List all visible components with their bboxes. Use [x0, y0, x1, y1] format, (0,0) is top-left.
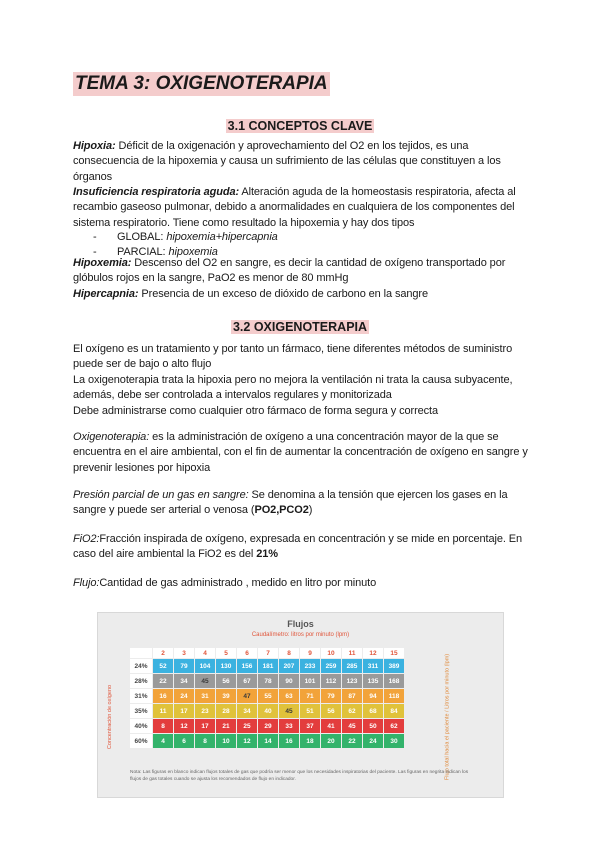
- flow-value-cell: 41: [321, 719, 341, 733]
- flow-value-cell: 18: [300, 734, 320, 748]
- flow-value-cell: 16: [279, 734, 299, 748]
- text-hipoxemia: Descenso del O2 en sangre, es decir la cantidad de oxígeno transportado por glóbulos rojos en la sangre, PaO2 es menor de 80 mmHg: [73, 257, 506, 285]
- flow-column-header: 3: [174, 648, 194, 658]
- flow-value-cell: 45: [279, 704, 299, 718]
- flow-value-cell: 39: [216, 689, 236, 703]
- definition-oxigenoterapia: [73, 430, 528, 476]
- fio2-cell: 35%: [130, 704, 152, 718]
- flow-value-cell: 63: [279, 689, 299, 703]
- term-insuficiencia: Insuficiencia respiratoria aguda:: [73, 186, 240, 198]
- flow-value-cell: 34: [237, 704, 257, 718]
- definition-presion: [73, 488, 528, 519]
- table-row: [130, 719, 404, 733]
- flow-value-cell: 10: [216, 734, 236, 748]
- flow-value-cell: 20: [321, 734, 341, 748]
- flow-value-cell: 23: [195, 704, 215, 718]
- definition-hipercapnia: [73, 287, 528, 302]
- flow-value-cell: 56: [216, 674, 236, 688]
- flow-column-header: 2: [153, 648, 173, 658]
- flow-value-cell: 11: [153, 704, 173, 718]
- flow-value-cell: 259: [321, 659, 341, 673]
- flow-column-header: 4: [195, 648, 215, 658]
- term-hipoxia: Hipoxia:: [73, 140, 116, 152]
- table-row: [130, 689, 404, 703]
- flow-value-cell: 56: [321, 704, 341, 718]
- term-fio2: FiO2:: [73, 533, 100, 545]
- flow-value-cell: 22: [153, 674, 173, 688]
- flow-value-cell: 31: [195, 689, 215, 703]
- flow-value-cell: 118: [384, 689, 404, 703]
- flow-value-cell: 94: [363, 689, 383, 703]
- type-parcial-label: PARCIAL:: [117, 246, 169, 259]
- text-hipoxia: Déficit de la oxigenación y aprovechamiento del O2 en los tejidos, es una consecuencia de la hipoxemia y causa un sufrimiento de las células que constituyen a los órganos: [73, 140, 501, 183]
- table-row: [130, 704, 404, 718]
- fio2-cell: 60%: [130, 734, 152, 748]
- flow-value-cell: 6: [174, 734, 194, 748]
- flow-value-cell: 62: [342, 704, 362, 718]
- flow-column-header: 11: [342, 648, 362, 658]
- definition-flujo: [73, 576, 528, 591]
- intro-line: La oxigenoterapia trata la hipoxia pero no mejora la ventilación ni trata la causa subyacente, además, debe ser controlada a intervalos regulares y monitorizada: [73, 373, 513, 402]
- section-heading-conceptos-text: 3.1 CONCEPTOS CLAVE: [227, 119, 373, 133]
- right-axis-label: Flujo total hacia el paciente / Litros por minuto (lpm): [444, 653, 451, 781]
- flow-value-cell: 28: [216, 704, 236, 718]
- flow-value-cell: 135: [363, 674, 383, 688]
- flow-value-cell: 311: [363, 659, 383, 673]
- text-flujo: Cantidad de gas administrado , medido en litro por minuto: [99, 577, 377, 589]
- flow-value-cell: 29: [258, 719, 278, 733]
- figure-note: Nota: Las figuras en blanco indican flujos totales de gas que podría ser menor que los necesidades inspiratorias del paciente. Las figuras en negrita indican los flujos de gas totales cuando se ajusta los recomendados de flujo en indicador.: [130, 770, 469, 782]
- fio2-cell: 28%: [130, 674, 152, 688]
- flow-value-cell: 22: [342, 734, 362, 748]
- flow-value-cell: 78: [258, 674, 278, 688]
- type-global-label: GLOBAL:: [117, 231, 167, 243]
- flow-value-cell: 17: [174, 704, 194, 718]
- page-title: TEMA 3: OXIGENOTERAPIA: [75, 73, 328, 94]
- flow-value-cell: 168: [384, 674, 404, 688]
- flow-value-cell: 45: [195, 674, 215, 688]
- flow-value-cell: 25: [237, 719, 257, 733]
- flow-value-cell: 45: [342, 719, 362, 733]
- term-oxigenoterapia: Oxigenoterapia:: [73, 431, 150, 443]
- intro-block: [73, 342, 528, 419]
- flow-value-cell: 24: [174, 689, 194, 703]
- flow-value-cell: 30: [384, 734, 404, 748]
- flow-value-cell: 14: [258, 734, 278, 748]
- flow-value-cell: 181: [258, 659, 278, 673]
- flow-value-cell: 34: [174, 674, 194, 688]
- flow-value-cell: 68: [363, 704, 383, 718]
- flow-value-cell: 71: [300, 689, 320, 703]
- flow-value-cell: 62: [384, 719, 404, 733]
- term-flujo: Flujo:: [73, 577, 100, 589]
- flow-column-header: 9: [300, 648, 320, 658]
- fio2-cell: 24%: [130, 659, 152, 673]
- flow-value-cell: 33: [279, 719, 299, 733]
- table-row: [130, 734, 404, 748]
- term-presion: Presión parcial de un gas en sangre:: [73, 489, 249, 501]
- fio2-cell: 31%: [130, 689, 152, 703]
- flow-value-cell: 112: [321, 674, 341, 688]
- flow-value-cell: 4: [153, 734, 173, 748]
- presion-gases: PO2,PCO2: [254, 504, 309, 517]
- flow-value-cell: 84: [384, 704, 404, 718]
- presion-end: ): [308, 504, 313, 517]
- table-row: [130, 659, 404, 673]
- flow-value-cell: 233: [300, 659, 320, 673]
- definition-insuficiencia: [73, 185, 528, 231]
- flow-column-header: 12: [363, 648, 383, 658]
- flow-value-cell: 79: [321, 689, 341, 703]
- type-global-value: hipoxemia+hipercapnia: [166, 231, 278, 243]
- flow-value-cell: 285: [342, 659, 362, 673]
- flujos-figure: [97, 612, 504, 798]
- intro-line: Debe administrarse como cualquier otro fármaco de forma segura y correcta: [73, 404, 439, 417]
- text-oxigenoterapia: es la administración de oxígeno a una concentración mayor de la que se encuentra en el aire ambiental, con el fin de aumentar la concentración de oxígeno en sangre y prevenir lesiones por hipoxia: [73, 431, 528, 474]
- flow-value-cell: 21: [216, 719, 236, 733]
- flow-value-cell: 52: [153, 659, 173, 673]
- flow-value-cell: 8: [153, 719, 173, 733]
- flujos-table: [129, 647, 405, 749]
- section-heading-oxigenoterapia: [0, 320, 600, 334]
- flow-value-cell: 104: [195, 659, 215, 673]
- term-hipoxemia: Hipoxemia:: [73, 257, 132, 269]
- flow-value-cell: 37: [300, 719, 320, 733]
- definition-hipoxia: [73, 139, 528, 185]
- flow-value-cell: 55: [258, 689, 278, 703]
- figure-title: Flujos: [287, 619, 314, 629]
- flow-column-header: 5: [216, 648, 236, 658]
- left-axis-label: Concentración de oxígeno: [107, 684, 113, 750]
- flow-value-cell: 24: [363, 734, 383, 748]
- text-hipercapnia: Presencia de un exceso de dióxido de carbono en la sangre: [138, 288, 429, 300]
- table-corner: [130, 648, 152, 658]
- flow-value-cell: 101: [300, 674, 320, 688]
- type-global: [73, 230, 528, 245]
- term-hipercapnia: Hipercapnia:: [73, 288, 139, 300]
- flow-value-cell: 156: [237, 659, 257, 673]
- table-header-row: [130, 648, 404, 658]
- flow-value-cell: 207: [279, 659, 299, 673]
- flow-value-cell: 8: [195, 734, 215, 748]
- flow-value-cell: 389: [384, 659, 404, 673]
- flow-value-cell: 51: [300, 704, 320, 718]
- flow-column-header: 8: [279, 648, 299, 658]
- flow-value-cell: 40: [258, 704, 278, 718]
- figure-subtitle: Caudalímetro: litros por minuto (lpm): [251, 632, 350, 638]
- flow-value-cell: 79: [174, 659, 194, 673]
- flow-column-header: 15: [384, 648, 404, 658]
- definition-fio2: [73, 532, 528, 563]
- flow-value-cell: 47: [237, 689, 257, 703]
- fio2-cell: 40%: [130, 719, 152, 733]
- text-fio2: Fracción inspirada de oxígeno, expresada en concentración y se mide en porcentaje. En caso del aire ambiental la FiO2 es del: [73, 533, 523, 561]
- section-heading-conceptos: [0, 119, 600, 133]
- flow-value-cell: 87: [342, 689, 362, 703]
- flow-value-cell: 12: [174, 719, 194, 733]
- type-parcial-value: hipoxemia: [168, 246, 218, 259]
- table-row: [130, 674, 404, 688]
- flow-value-cell: 67: [237, 674, 257, 688]
- flow-column-header: 7: [258, 648, 278, 658]
- flow-value-cell: 17: [195, 719, 215, 733]
- fio2-value: 21%: [256, 548, 278, 561]
- flow-value-cell: 16: [153, 689, 173, 703]
- flow-value-cell: 123: [342, 674, 362, 688]
- section-heading-oxigenoterapia-text: 3.2 OXIGENOTERAPIA: [232, 320, 368, 334]
- flow-column-header: 10: [321, 648, 341, 658]
- definition-hipoxemia: [73, 256, 528, 287]
- text-insuficiencia: Alteración aguda de la homeostasis respiratoria, afecta al recambio gaseoso pulmonar, debido a anormalidades en cualquiera de los componentes del sistema respiratorio. Tiene como resultado la hipoxemia y hay dos tipos: [73, 186, 516, 229]
- flow-column-header: 6: [237, 648, 257, 658]
- flow-value-cell: 12: [237, 734, 257, 748]
- flow-value-cell: 50: [363, 719, 383, 733]
- flow-value-cell: 130: [216, 659, 236, 673]
- flow-value-cell: 90: [279, 674, 299, 688]
- text-presion: Se denomina a la tensión que ejercen los gases en la sangre y puede ser arterial o venosa (: [73, 489, 508, 517]
- intro-line: El oxígeno es un tratamiento y por tanto un fármaco, tiene diferentes métodos de suministro puede ser de bajo o alto flujo: [73, 343, 513, 371]
